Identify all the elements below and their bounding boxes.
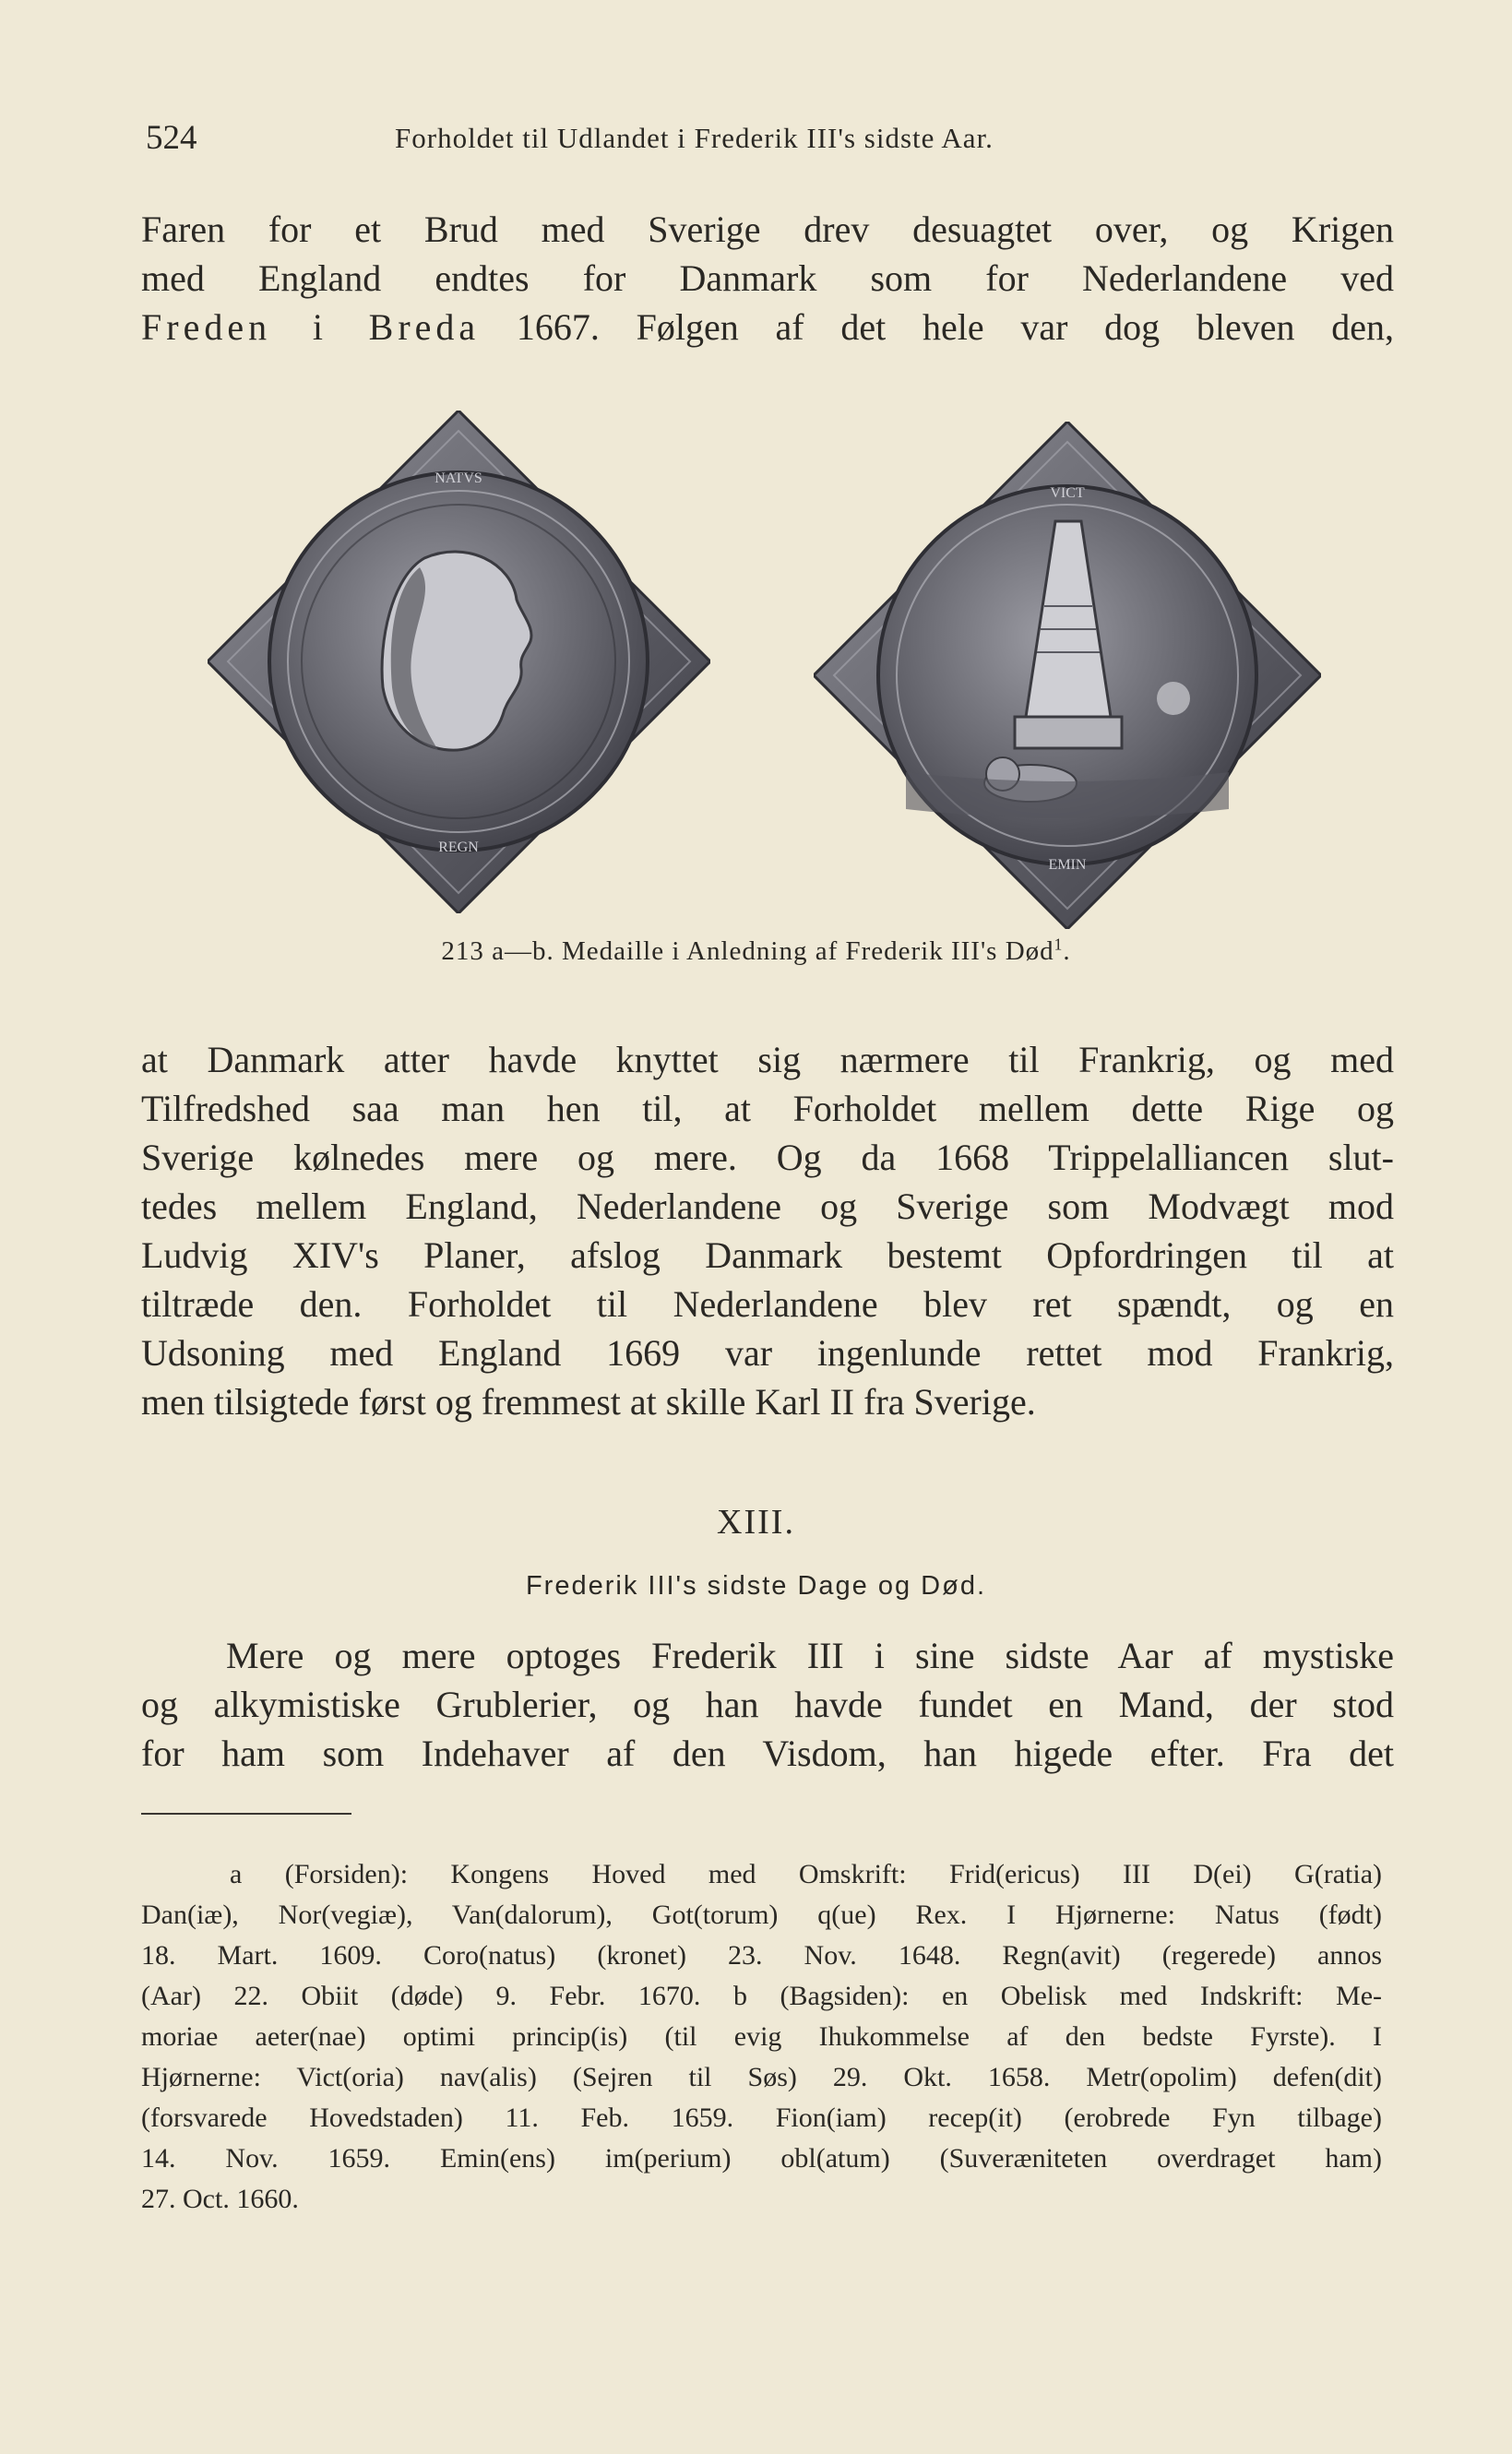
footnote-line: (forsvarede Hovedstaden) 11. Feb. 1659. Fion(iam) recep(it) (erobrede Fyn tilbage) xyxy=(141,2103,1382,2133)
section-title: Frederik III's sidste Dage og Død. xyxy=(525,1571,987,1601)
text-line: men tilsigtede først og fremmest at skille Karl II fra Sverige. xyxy=(141,1381,1036,1423)
text-line: Tilfredshed saa man hen til, at Forholdet mellem dette Rige og xyxy=(141,1088,1394,1129)
paragraph-alliances xyxy=(141,1035,1394,1426)
text-line: for ham som Indehaver af den Visdom, han higede efter. Fra det xyxy=(141,1733,1394,1774)
text-line: Faren for et Brud med Sverige drev desuagtet over, og Krigen xyxy=(141,208,1394,250)
footnote xyxy=(141,1854,1382,2220)
paragraph-last-days xyxy=(141,1631,1394,1778)
svg-text:EMIN: EMIN xyxy=(1048,857,1087,873)
medal-obverse-image xyxy=(208,411,710,913)
caption-end: . xyxy=(1063,936,1071,966)
footnote-line: 14. Nov. 1659. Emin(ens) im(perium) obl(atum) (Suveræniteten overdraget ham) xyxy=(141,2143,1382,2174)
footnote-line: 27. Oct. 1660. xyxy=(141,2184,299,2214)
footnote-line: moriae aeter(nae) optimi princip(is) (til evig Ihukommelse af den bedste Fyrste). I xyxy=(141,2021,1382,2052)
medal-figure xyxy=(0,411,1512,927)
text-line: tiltræde den. Forholdet til Nederlandene blev ret spændt, og en xyxy=(141,1283,1394,1325)
running-head xyxy=(146,118,1391,164)
text-line: tedes mellem England, Nederlandene og Sverige som Modvægt mod xyxy=(141,1185,1394,1227)
footnote-divider xyxy=(141,1813,351,1815)
figure-caption xyxy=(0,936,1512,967)
text-line: at Danmark atter havde knyttet sig nærmere til Frankrig, og med xyxy=(141,1039,1394,1080)
footnote-line: Dan(iæ), Nor(vegiæ), Van(dalorum), Got(torum) q(ue) Rex. I Hjørnerne: Natus (født) xyxy=(141,1900,1382,1930)
svg-text:REGN: REGN xyxy=(438,840,479,855)
running-title: Forholdet til Udlandet i Frederik III's sidste Aar. xyxy=(395,122,994,154)
section-number: XIII. xyxy=(717,1503,795,1542)
page-number: 524 xyxy=(146,119,197,157)
footnote-line: a (Forsiden): Kongens Hoved med Omskrift: Frid(ericus) III D(ei) G(ratia) xyxy=(230,1859,1382,1889)
caption-footnote-ref: 1 xyxy=(1054,935,1064,954)
footnote-line: (Aar) 22. Obiit (døde) 9. Febr. 1670. b (Bagsiden): en Obelisk med Indskrift: Me- xyxy=(141,1981,1382,2011)
medal-reverse-image xyxy=(814,422,1321,929)
text-line: Sverige kølnedes mere og mere. Og da 1668 Trippelalliancen slut- xyxy=(141,1137,1394,1178)
text-line: og alkymistiske Grublerier, og han havde fundet en Mand, der stod xyxy=(141,1684,1394,1725)
text-line xyxy=(141,303,1394,351)
spaced-name: Freden i Breda xyxy=(141,306,481,348)
footnote-line: 18. Mart. 1609. Coro(natus) (kronet) 23. Nov. 1648. Regn(avit) (regerede) annos xyxy=(141,1940,1382,1971)
svg-text:VICT: VICT xyxy=(1050,485,1085,501)
text-line: Mere og mere optoges Frederik III i sine sidste Aar af mystiske xyxy=(226,1635,1394,1676)
text-line: Udsoning med England 1669 var ingenlunde rettet mod Frankrig, xyxy=(141,1332,1394,1374)
svg-text:NATVS: NATVS xyxy=(435,471,482,486)
footnote-line: Hjørnerne: Vict(oria) nav(alis) (Sejren til Søs) 29. Okt. 1658. Metr(opolim) defen(dit) xyxy=(141,2062,1382,2092)
paragraph-intro xyxy=(141,205,1394,351)
text-line-rest: 1667. Følgen af det hele var dog bleven den, xyxy=(480,306,1394,348)
text-line: Ludvig XIV's Planer, afslog Danmark bestemt Opfordringen til at xyxy=(141,1234,1394,1276)
caption-text: 213 a—b. Medaille i Anledning af Frederik III's Død xyxy=(441,936,1054,966)
text-line: med England endtes for Danmark som for Nederlandene ved xyxy=(141,257,1394,299)
